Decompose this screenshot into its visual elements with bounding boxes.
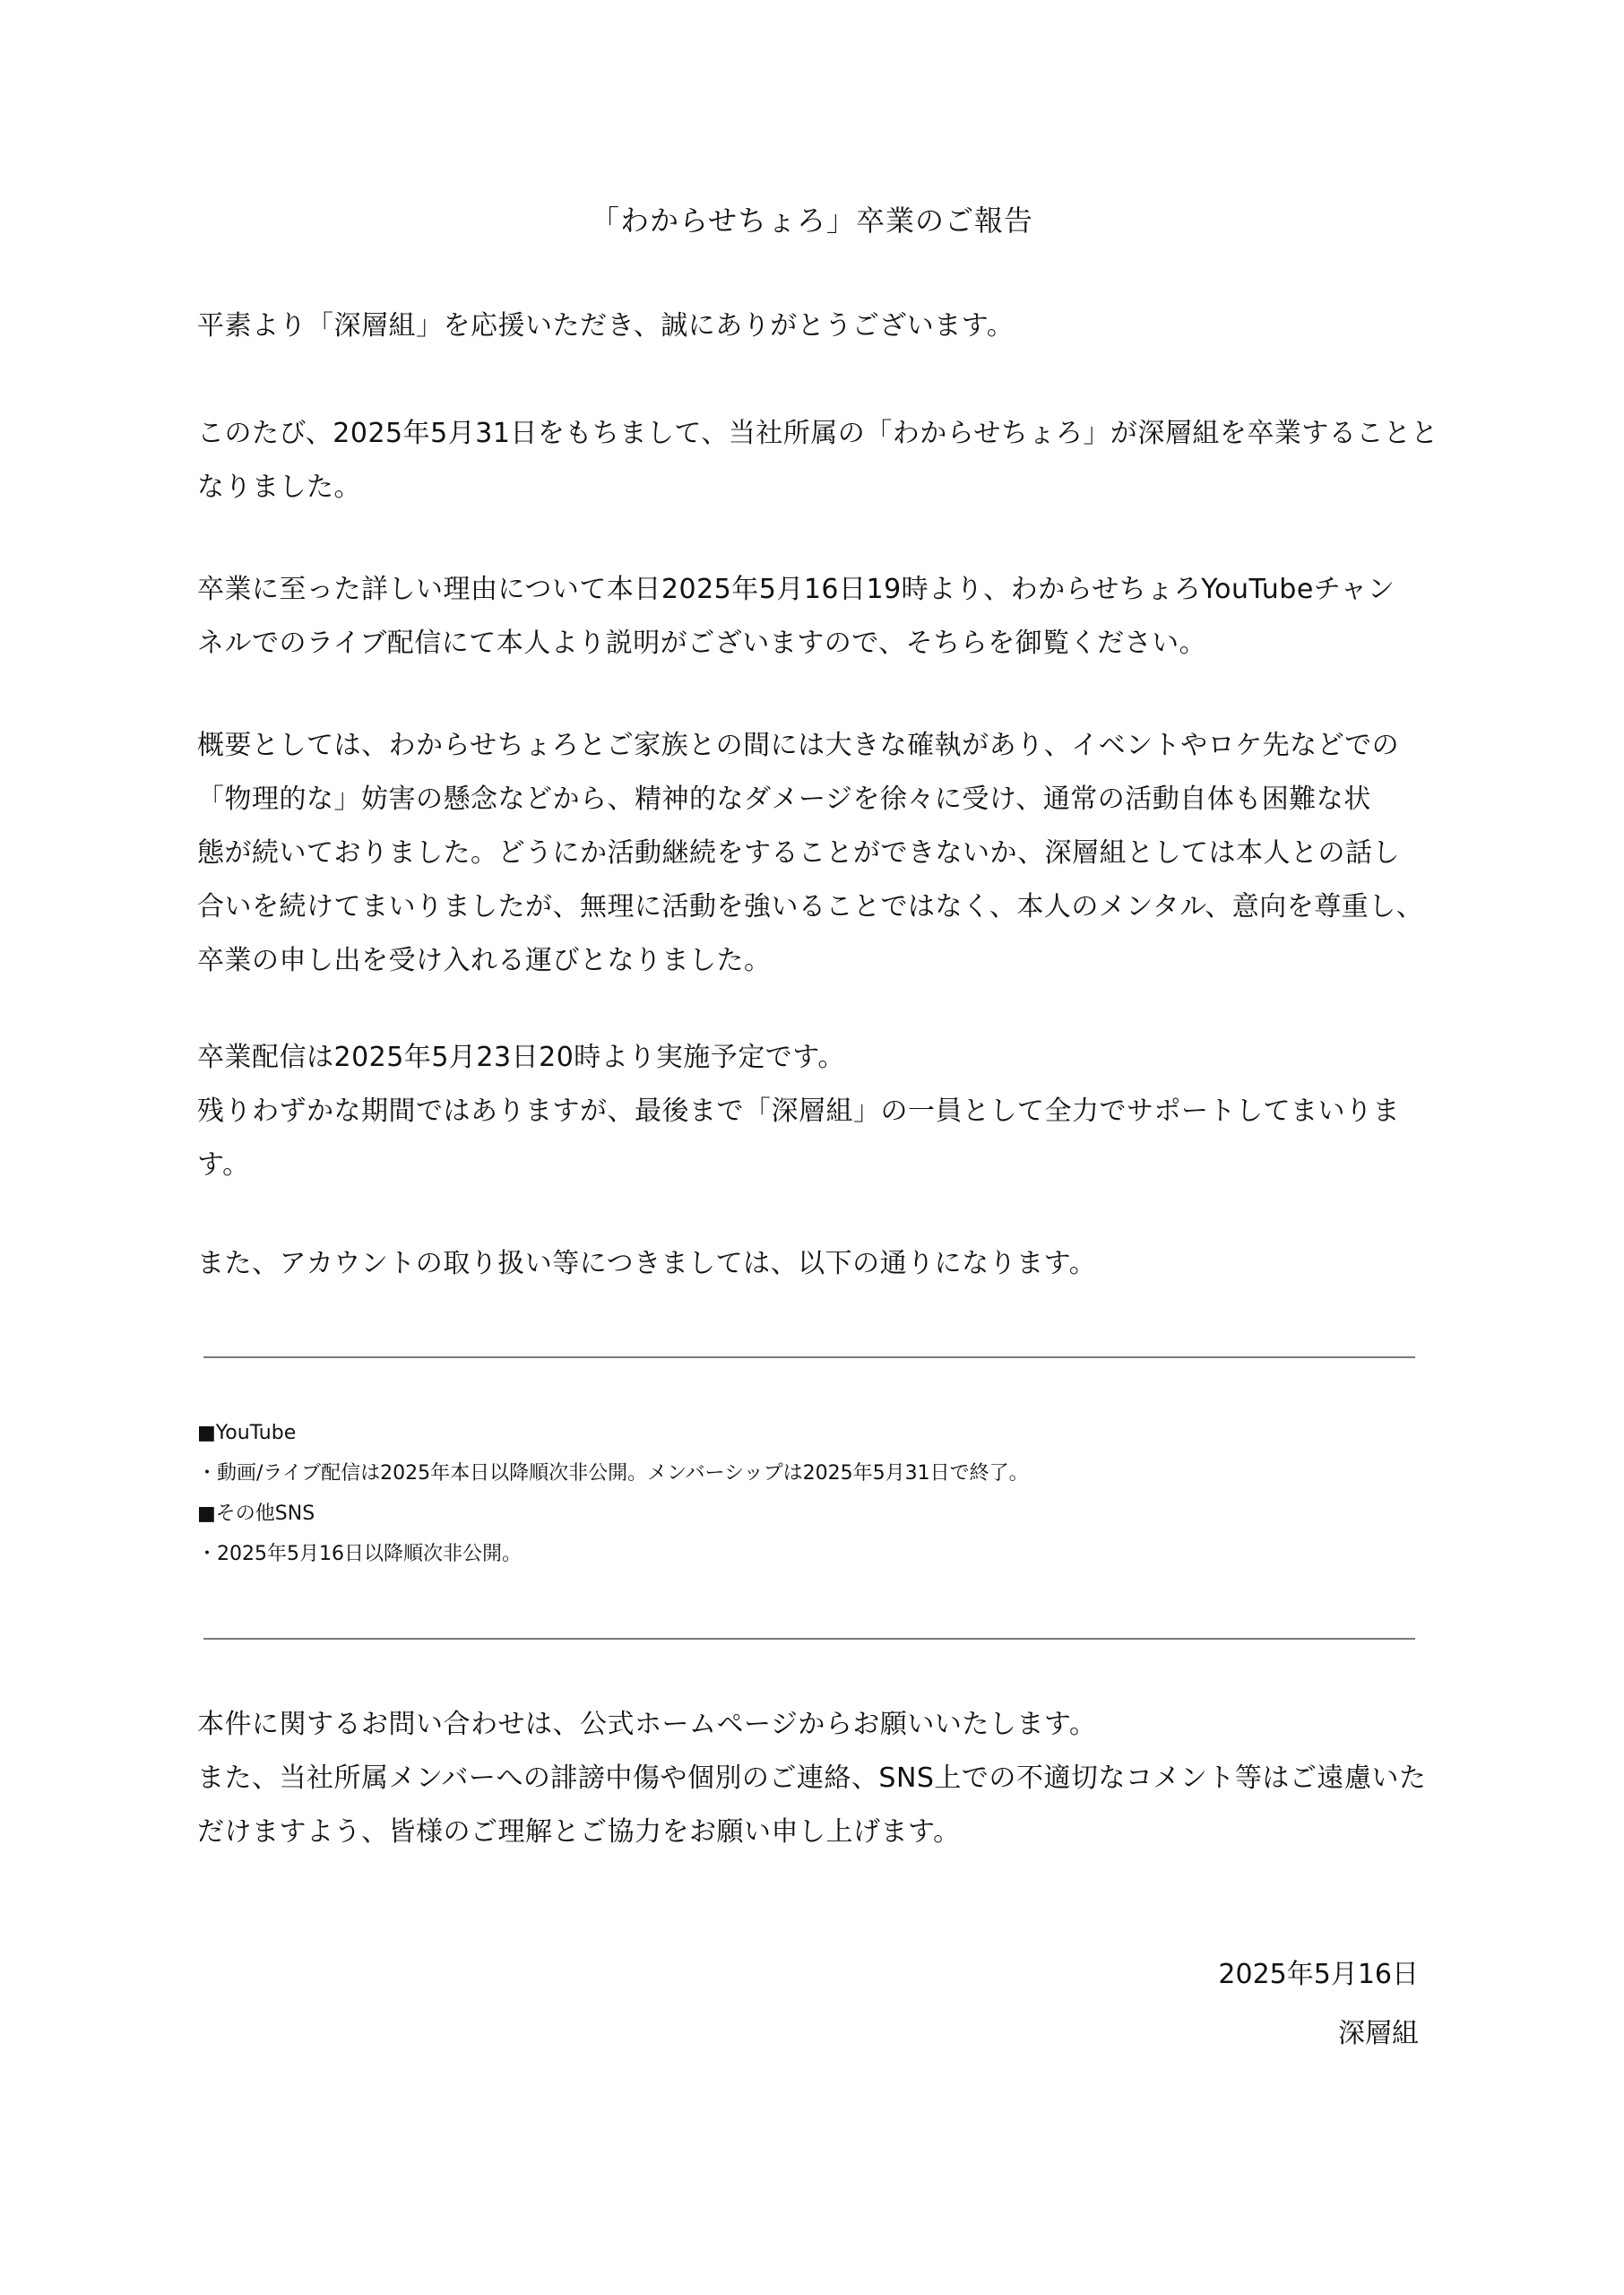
final-stream-paragraph: [197, 1031, 1427, 1192]
graduation-paragraph: [197, 407, 1438, 515]
youtube-heading: ■YouTube: [197, 1422, 297, 1444]
paragraph-line: 概要としては、わからせちょろとご家族との間には大きな確執があり、イベントやロケ先などでの: [197, 730, 1400, 761]
document-title: 「わからせちょろ」卒業のご報告: [590, 204, 1034, 238]
reason-paragraph: [197, 563, 1427, 671]
paragraph-line: 卒業に至った詳しい理由について本日2025年5月16日19時より、わからせちょろYouTubeチャン: [197, 574, 1395, 605]
youtube-detail: ・動画/ライブ配信は2025年本日以降順次非公開。メンバーシップは2025年5月31日で終了。: [197, 1462, 1029, 1485]
paragraph-line: 卒業の申し出を受け入れる運びとなりました。: [197, 945, 772, 976]
bottom-divider: [203, 1638, 1415, 1640]
signature-block: [1218, 1945, 1419, 2064]
sns-detail: ・2025年5月16日以降順次非公開。: [197, 1543, 522, 1565]
paragraph-line: なりました。: [197, 472, 361, 503]
paragraph-line: また、アカウントの取り扱い等につきましては、以下の通りになります。: [197, 1248, 1097, 1279]
sns-heading: ■その他SNS: [197, 1503, 315, 1525]
paragraph-line: 合いを続けてまいりましたが、無理に活動を強いることではなく、本人のメンタル、意向を尊重し、: [197, 891, 1424, 922]
closing-paragraph: [197, 1698, 1427, 1859]
paragraph-line: 態が続いておりました。どうにか活動継続をすることができないか、深層組としては本人との話し: [197, 837, 1400, 869]
paragraph-line: このたび、2025年5月31日をもちまして、当社所属の「わからせちょろ」が深層組を卒業することと: [197, 418, 1438, 449]
summary-paragraph: [197, 719, 1427, 988]
paragraph-line: 「物理的な」妨害の懸念などから、精神的なダメージを徐々に受け、通常の活動自体も困難な状: [197, 784, 1371, 815]
top-divider: [203, 1356, 1415, 1358]
greeting-line: 平素より「深層組」を応援いただき、誠にありがとうございます。: [197, 310, 1015, 342]
paragraph-line: 残りわずかな期間ではありますが、最後まで「深層組」の一員として全力でサポートしてまいりま: [197, 1096, 1400, 1127]
organization-name: 深層組: [1338, 2018, 1419, 2049]
paragraph-line: す。: [197, 1149, 250, 1181]
paragraph-line: 卒業配信は2025年5月23日20時より実施予定です。: [197, 1042, 845, 1073]
announcement-date: 2025年5月16日: [1218, 1959, 1419, 1990]
accounts-intro-paragraph: [197, 1237, 1427, 1291]
paragraph-line: また、当社所属メンバーへの誹謗中傷や個別のご連絡、SNS上での不適切なコメント等はご遠慮いた: [197, 1762, 1427, 1794]
paragraph-line: ネルでのライブ配信にて本人より説明がございますので、そちらを御覧ください。: [197, 628, 1207, 659]
greeting-paragraph: [197, 299, 1427, 353]
paragraph-line: だけますよう、皆様のご理解とご協力をお願い申し上げます。: [197, 1816, 961, 1848]
paragraph-line: 本件に関するお問い合わせは、公式ホームページからお願いいたします。: [197, 1709, 1097, 1740]
account-handling-list: [197, 1413, 1427, 1574]
